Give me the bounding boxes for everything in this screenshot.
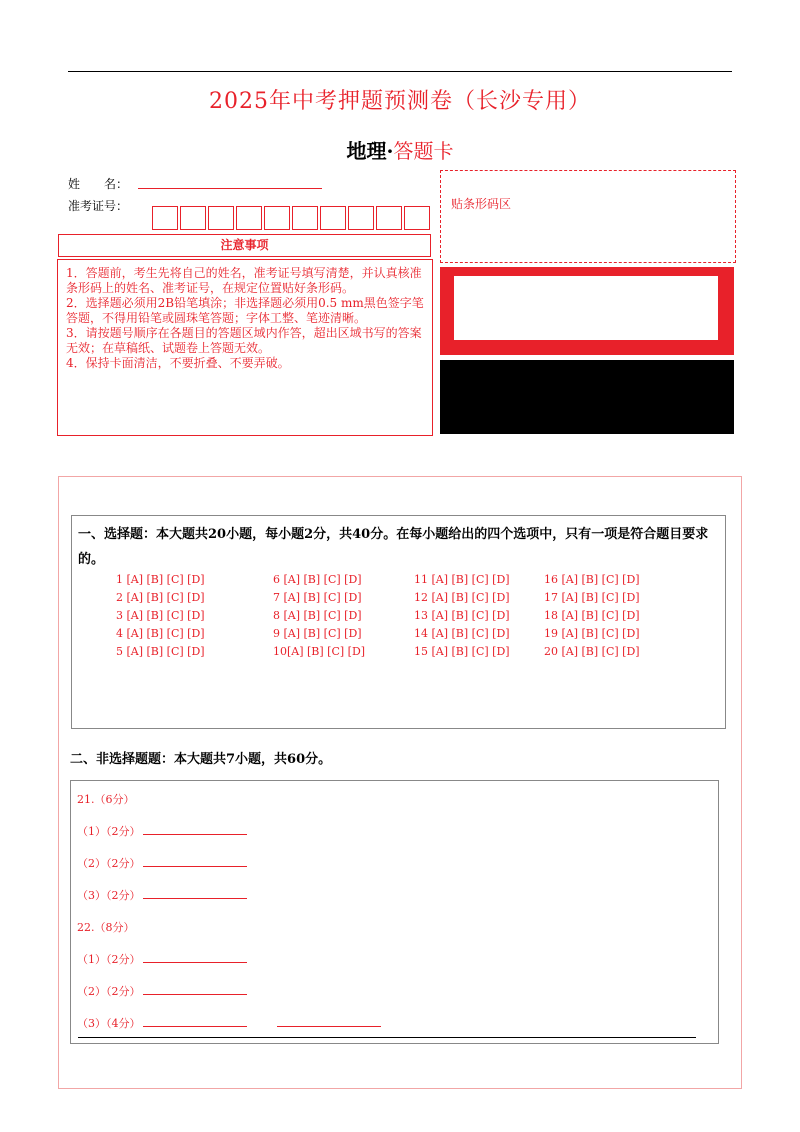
bottom-rule (78, 1037, 696, 1038)
q22-part-1-label: （1）（2分） (77, 953, 141, 966)
name-label: 姓 名： (68, 177, 129, 191)
open-section-title: 二、非选择题题：本大题共7小题，共60分。 (70, 752, 332, 767)
q21-part-3[interactable] (77, 887, 247, 903)
choice-row-11[interactable]: 11 [A] [B] [C] [D] (414, 573, 510, 586)
q21-part-2[interactable] (77, 855, 247, 871)
choice-row-18[interactable]: 18 [A] [B] [C] [D] (544, 609, 640, 622)
choice-row-19[interactable]: 19 [A] [B] [C] [D] (544, 627, 640, 640)
q21-part-1[interactable] (77, 823, 247, 839)
q21-heading: 21.（6分） (77, 793, 135, 806)
choice-row-14[interactable]: 14 [A] [B] [C] [D] (414, 627, 510, 640)
choice-row-13[interactable]: 13 [A] [B] [C] [D] (414, 609, 510, 622)
choice-row-20[interactable]: 20 [A] [B] [C] [D] (544, 645, 640, 658)
choice-row-12[interactable]: 12 [A] [B] [C] [D] (414, 591, 510, 604)
notice-item: 4．保持卡面清洁，不要折叠、不要弄破。 (66, 356, 290, 370)
choice-row-2[interactable]: 2 [A] [B] [C] [D] (116, 591, 205, 604)
answer-line[interactable] (277, 1016, 381, 1027)
answer-line[interactable] (143, 952, 247, 963)
open-section (70, 780, 719, 1044)
id-digit-box[interactable] (348, 206, 374, 230)
answer-line[interactable] (143, 888, 247, 899)
id-digit-box[interactable] (320, 206, 346, 230)
choice-row-5[interactable]: 5 [A] [B] [C] [D] (116, 645, 205, 658)
choice-row-17[interactable]: 17 [A] [B] [C] [D] (544, 591, 640, 604)
q22-part-3-label: （3）（4分） (77, 1017, 141, 1030)
page-title: 2025年中考押题预测卷（长沙专用） (209, 89, 591, 114)
name-field[interactable] (138, 188, 322, 189)
id-digit-box[interactable] (404, 206, 430, 230)
q22-part-3[interactable] (77, 1015, 381, 1031)
q22-part-2[interactable] (77, 983, 247, 999)
choice-row-15[interactable]: 15 [A] [B] [C] [D] (414, 645, 510, 658)
absent-mark-inner (454, 276, 718, 340)
absent-mark-box (440, 267, 734, 355)
choice-row-6[interactable]: 6 [A] [B] [C] [D] (273, 573, 362, 586)
answer-line[interactable] (143, 824, 247, 835)
barcode-area (440, 170, 736, 263)
id-digit-box[interactable] (152, 206, 178, 230)
choice-row-10[interactable]: 10[A] [B] [C] [D] (273, 645, 366, 658)
subtitle-card: 答题卡 (393, 139, 454, 163)
answer-line[interactable] (143, 984, 247, 995)
notice-box (57, 259, 433, 436)
page-subtitle (0, 135, 800, 164)
choice-row-4[interactable]: 4 [A] [B] [C] [D] (116, 627, 205, 640)
answer-line[interactable] (143, 856, 247, 867)
id-number-boxes[interactable] (152, 206, 432, 230)
id-label: 准考证号： (68, 199, 129, 213)
answer-line[interactable] (143, 1016, 247, 1027)
q22-part-2-label: （2）（2分） (77, 985, 141, 998)
notice-heading: 注意事项 (58, 234, 431, 257)
q22-heading: 22.（8分） (77, 921, 135, 934)
choice-section-title: 一、选择题：本大题共20小题，每小题2分，共40分。在每小题给出的四个选项中，只有一项是符合题目要求的。 (78, 527, 709, 567)
q21-part-3-label: （3）（2分） (77, 889, 141, 902)
subtitle-subject: 地理· (346, 139, 394, 163)
top-rule (68, 71, 732, 72)
q22-part-1[interactable] (77, 951, 247, 967)
id-digit-box[interactable] (236, 206, 262, 230)
q21-part-1-label: （1）（2分） (77, 825, 141, 838)
choice-row-16[interactable]: 16 [A] [B] [C] [D] (544, 573, 640, 586)
id-digit-box[interactable] (208, 206, 234, 230)
id-digit-box[interactable] (180, 206, 206, 230)
choice-row-1[interactable]: 1 [A] [B] [C] [D] (116, 573, 205, 586)
notice-item: 2．选择题必须用2B铅笔填涂；非选择题必须用0.5 mm黑色签字笔答题，不得用铅笔或圆珠笔答题；字体工整、笔迹清晰。 (66, 296, 424, 325)
barcode-label: 贴条形码区 (451, 197, 512, 211)
notice-item: 3．请按题号顺序在各题目的答题区域内作答，超出区域书写的答案无效；在草稿纸、试题卷上答题无效。 (66, 326, 422, 355)
notice-item: 1．答题前，考生先将自己的姓名，准考证号填写清楚，并认真核准条形码上的姓名、准考证号，在规定位置贴好条形码。 (66, 266, 422, 295)
q21-part-2-label: （2）（2分） (77, 857, 141, 870)
choice-row-3[interactable]: 3 [A] [B] [C] [D] (116, 609, 205, 622)
choice-row-8[interactable]: 8 [A] [B] [C] [D] (273, 609, 362, 622)
choice-row-7[interactable]: 7 [A] [B] [C] [D] (273, 591, 362, 604)
choice-section (71, 515, 726, 729)
id-digit-box[interactable] (376, 206, 402, 230)
id-digit-box[interactable] (292, 206, 318, 230)
id-digit-box[interactable] (264, 206, 290, 230)
black-block (440, 360, 734, 434)
choice-row-9[interactable]: 9 [A] [B] [C] [D] (273, 627, 362, 640)
